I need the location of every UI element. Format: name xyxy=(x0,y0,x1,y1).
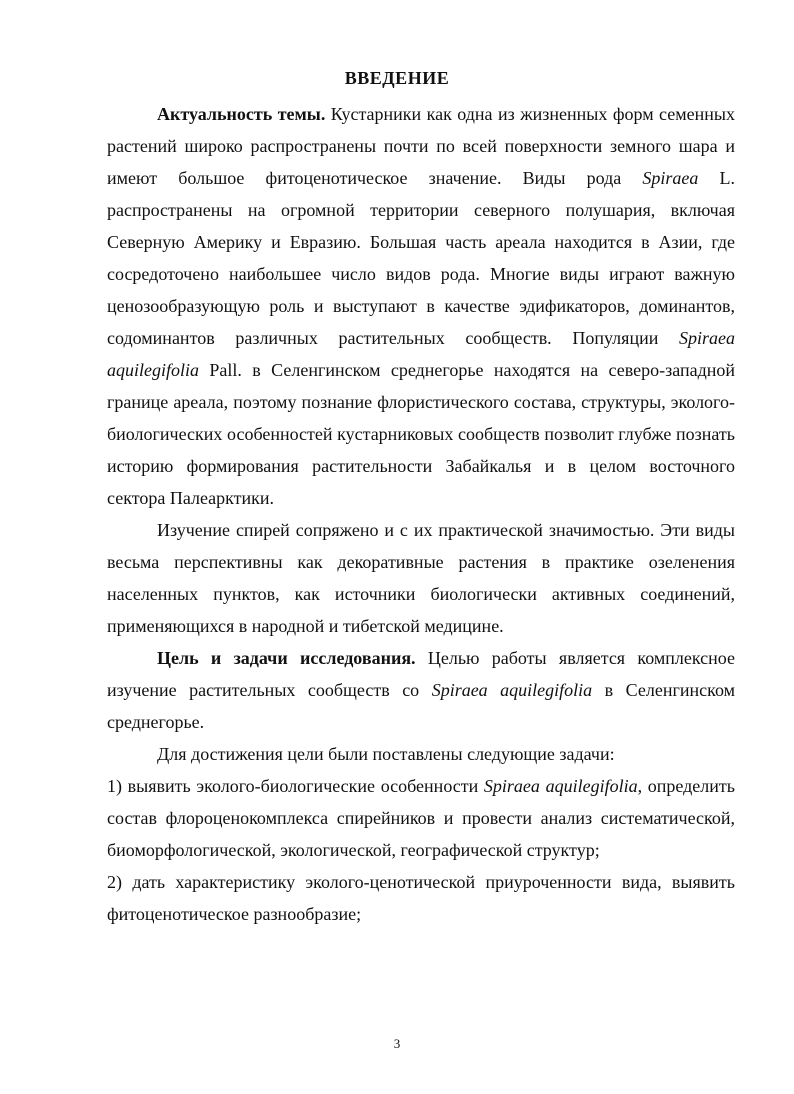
species-name: Spiraea aquilegifolia xyxy=(431,680,593,700)
goal-text-2: в Селенгинском среднегорье. xyxy=(107,680,735,732)
goal-text-1: Целью работы является комплексное изучение растительных сообществ со xyxy=(107,648,735,700)
paragraph-practical-value: Изучение спирей сопряжено и с их практической значимостью. Эти виды весьма перспективны как декоративные растения в практике озеленения населенных пунктов, как источники биологически активных соединений, применяющихся в народной и тибетской медицине. xyxy=(107,520,735,636)
paragraph-tasks-intro: Для достижения цели были поставлены следующие задачи: xyxy=(157,744,615,764)
relevance-text-3: Pall. в Селенгинском среднегорье находятся на северо-западной границе ареала, поэтому познание флористического состава, структуры, эколого-биологических особенностей кустарниковых сообществ позволит глубже познать историю формирования растительности Забайкалья и в целом восточного сектора Палеарктики. xyxy=(107,360,735,508)
section-heading: ВВЕДЕНИЕ xyxy=(344,68,450,88)
paragraph-goal xyxy=(107,642,735,738)
page-number: 3 xyxy=(393,1036,401,1051)
task-item-1 xyxy=(107,770,735,866)
task-1-text-2: , определить состав флороценокомплекса спирейников и провести анализ систематической, биоморфологической, экологической, географической структур; xyxy=(107,776,735,860)
goal-lead: Цель и задачи исследования. xyxy=(157,648,416,668)
relevance-text-1: Кустарники как одна из жизненных форм семенных растений широко распространены почти по всей поверхности земного шара и имеют большое фитоценотическое значение. Виды рода xyxy=(107,104,735,188)
species-name: Spiraea aquilegifolia xyxy=(483,776,638,796)
task-1-text-1: 1) выявить эколого-биологические особенности xyxy=(107,776,484,796)
paragraph-relevance xyxy=(107,98,735,514)
species-name: Spiraea aquilegifolia xyxy=(107,328,735,380)
genus-name: Spiraea xyxy=(642,168,699,188)
relevance-lead: Актуальность темы. xyxy=(157,104,326,124)
relevance-text-2: L. распространены на огромной территории северного полушария, включая Северную Америку и Евразию. Большая часть ареала находится в Азии, где сосредоточено наибольшее число видов рода. Многие виды играют важную ценозообразующую роль и выступают в качестве эдификаторов, доминантов, содоминантов различных растительных сообществ. Популяции xyxy=(107,168,736,348)
task-item-2: 2) дать характеристику эколого-ценотической приуроченности вида, выявить фитоценотическое разнообразие; xyxy=(107,872,735,924)
body-text xyxy=(107,98,735,930)
